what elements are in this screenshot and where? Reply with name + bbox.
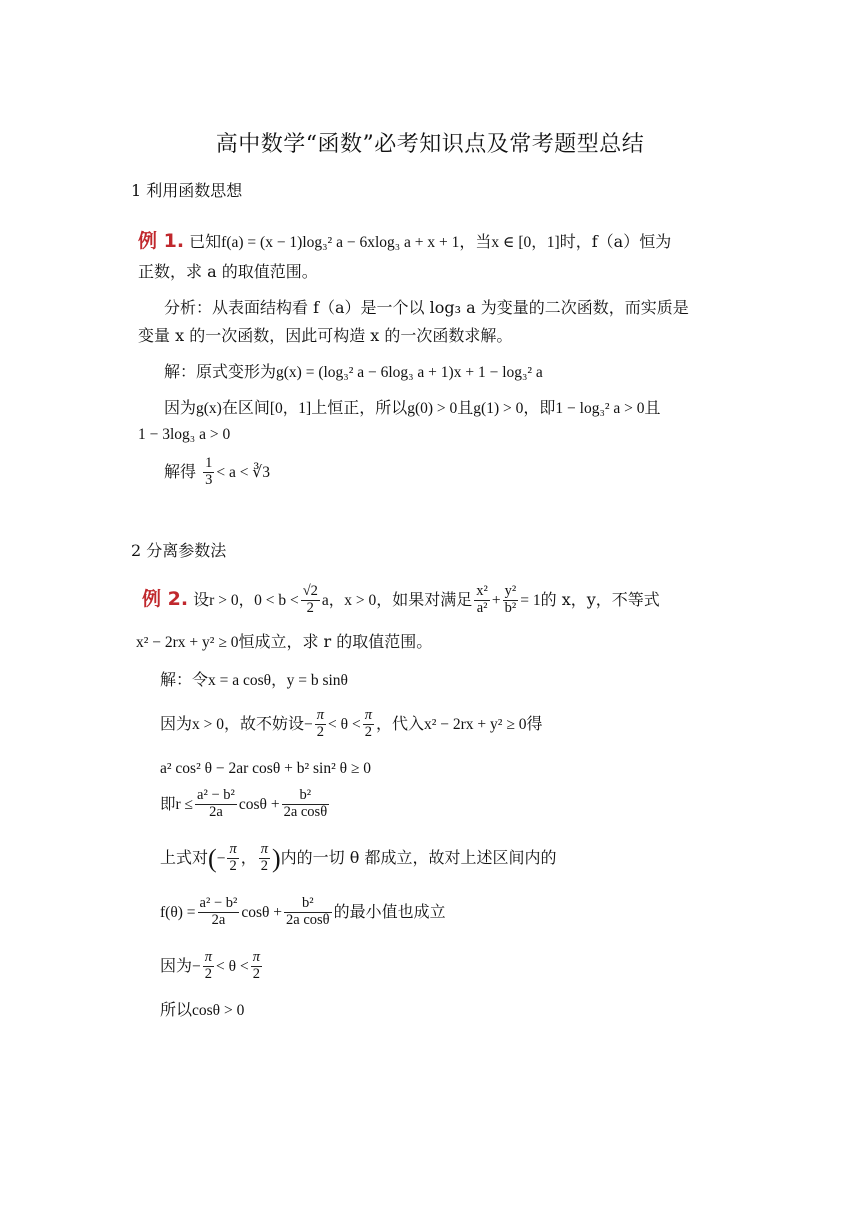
fraction-pi-2 [251,950,262,983]
frac-num: π [316,707,325,723]
text: ，即 [523,398,556,417]
frac-num: a² − b² [197,787,235,803]
example-2-line-1 [142,584,660,617]
formula-x-positive: x > 0 [192,715,225,733]
section-heading-1: 1 利用函数思想 [131,181,243,200]
fraction-a2-b2-2a [198,896,240,929]
frac-den: 3 [205,471,213,488]
example-1-line-6 [164,398,661,419]
text: ，故不妨设 [224,713,305,733]
formula-fa: f(a) = (x − 1)log₃² a − 6xlog₃ a + x + 1 [221,234,460,251]
example-1-line-7: 1 − 3log₃ a > 0 [138,426,231,443]
frac-den: 2a cosθ [283,803,328,820]
text: ， [240,847,257,867]
text: 因为 [160,713,193,733]
formula-ftheta: f(θ) = [160,903,196,921]
text: 得 [526,713,543,733]
fraction-y2-b2 [503,584,519,617]
formula-substitution: x = a cosθ，y = b sinθ [208,672,348,689]
example-1-analysis-2: 变量 x 的一次函数，因此可构造 x 的一次函数求解。 [138,326,513,345]
formula-cond: r > 0，0 < b < [209,591,299,609]
frac-num: 1 [205,455,213,471]
minus: − [216,849,226,867]
frac-den: 2a [211,911,226,928]
text: 上式对 [160,847,209,867]
formula-cond3: 1 − log₃² a > 0 [555,400,645,417]
frac-num: π [204,949,213,965]
frac-den: a² [476,599,488,616]
formula-cos: cosθ + [241,903,283,921]
text: 在区间 [221,398,270,417]
example-2-line-9 [160,950,264,983]
formula-g1: g(1) > 0 [473,400,524,417]
formula-gx-short: g(x) [196,400,222,417]
text: 解：原式变形为 [164,362,277,381]
text: 解：令 [160,670,209,689]
plus: + [491,591,501,609]
text: ，代入 [375,713,424,733]
frac-den: b² [504,599,517,616]
formula-inequality: x² − 2rx + y² ≥ 0 [424,715,527,733]
frac-den: 2a [209,803,223,820]
fraction-pi-2 [259,842,270,875]
text: 恒成立，求 r 的取值范围。 [238,632,433,651]
example-2-solution [160,670,348,691]
text: ，如果对满足 [376,589,473,609]
equals: = 1 [520,591,541,609]
text: 因为 [164,398,197,417]
example-2-line-4 [160,708,542,741]
frac-den: 2 [260,857,268,874]
text: 的 x，y，不等式 [540,589,660,609]
text: 且 [644,398,661,417]
frac-num: π [364,707,372,723]
fraction-x2-a2 [474,584,490,617]
formula-theta: < θ < [328,715,361,733]
frac-den: 2 [204,965,213,982]
formula-result: < a < ∛3 [216,463,270,481]
text: 因为 [160,955,193,975]
fraction-one-third [203,456,214,489]
text: 内的一切 θ 都成立，故对上述区间内的 [280,847,557,867]
example-1-solution [164,362,543,383]
example-1-result [164,456,270,489]
text: 且 [457,398,474,417]
example-2-line-5: a² cos² θ − 2ar cosθ + b² sin² θ ≥ 0 [160,760,372,777]
formula-theta: < θ < [216,957,249,975]
frac-num: b² [284,896,332,913]
fraction-pi-2 [363,708,374,741]
frac-num: b² [282,788,330,805]
example-1-line-2: 正数，求 a 的取值范围。 [138,262,318,281]
text: 所以 [160,1000,193,1019]
frac-num: √2 [302,583,318,599]
example-2-label: 例 2. [142,587,189,610]
frac-num: y² [504,583,517,599]
frac-num: π [252,949,260,965]
text: 时，f（a）恒为 [559,232,672,251]
formula-g0: g(0) > 0 [407,400,458,417]
section-heading-2: 2 分离参数法 [131,541,227,560]
example-2-line-8 [160,896,446,929]
fraction-pi-2 [315,708,326,741]
fraction-pi-2 [227,842,238,875]
frac-num: π [229,841,237,857]
formula-cos-positive: cosθ > 0 [192,1002,245,1019]
formula-interval: [0，1] [269,400,312,417]
page-title: 高中数学“函数”必考知识点及常考题型总结 [215,131,645,157]
formula-x-range: x ∈ [0，1] [491,234,560,251]
example-1-line-1 [138,230,671,253]
text: 的最小值也成立 [333,901,446,921]
formula-gx: g(x) = (log₃² a − 6log₃ a + 1)x + 1 − log₃² a [276,364,543,381]
frac-den: 2 [316,723,325,740]
example-2-line-7: 上式对(− $\frac{\pi}{2}$ ， $\frac{\pi}{2}$ )内的一切 θ 都成立，故对上述区间内的 [160,841,557,874]
frac-den: 2 [306,599,314,616]
formula-cond: a，x > 0 [321,591,377,609]
example-1-analysis: 分析：从表面结构看 f（a）是一个以 log₃ a 为变量的二次函数，而实质是 [164,298,689,317]
minus: − [304,715,313,733]
text: ，当 [459,232,492,251]
example-1-label: 例 1. [138,230,185,252]
formula-inequality: x² − 2rx + y² ≥ 0 [136,634,239,651]
fraction-root2-over-2 [301,584,320,617]
frac-den: 2a cosθ [286,911,330,928]
fraction-a2-b2-2a [195,788,237,821]
fraction-b2-2acos [282,788,330,821]
frac-den: 2 [229,857,237,874]
frac-num: π [260,841,268,857]
text: 已知 [189,232,222,251]
frac-den: 2 [364,723,372,740]
example-2-line-2 [136,632,432,653]
frac-num: x² [476,583,488,599]
fraction-b2-2acos [284,896,332,929]
example-2-line-6 [160,788,331,821]
text: 解得 [164,461,197,481]
text: 上恒正，所以 [311,398,408,417]
minus: − [192,957,201,975]
formula-r: 即r ≤ [160,795,194,813]
example-2-line-10 [160,1000,244,1021]
frac-num: a² − b² [199,895,238,911]
text: 设 [193,589,210,609]
formula-cos: cosθ + [238,795,280,813]
frac-den: 2 [252,965,260,982]
fraction-pi-2 [203,950,214,983]
